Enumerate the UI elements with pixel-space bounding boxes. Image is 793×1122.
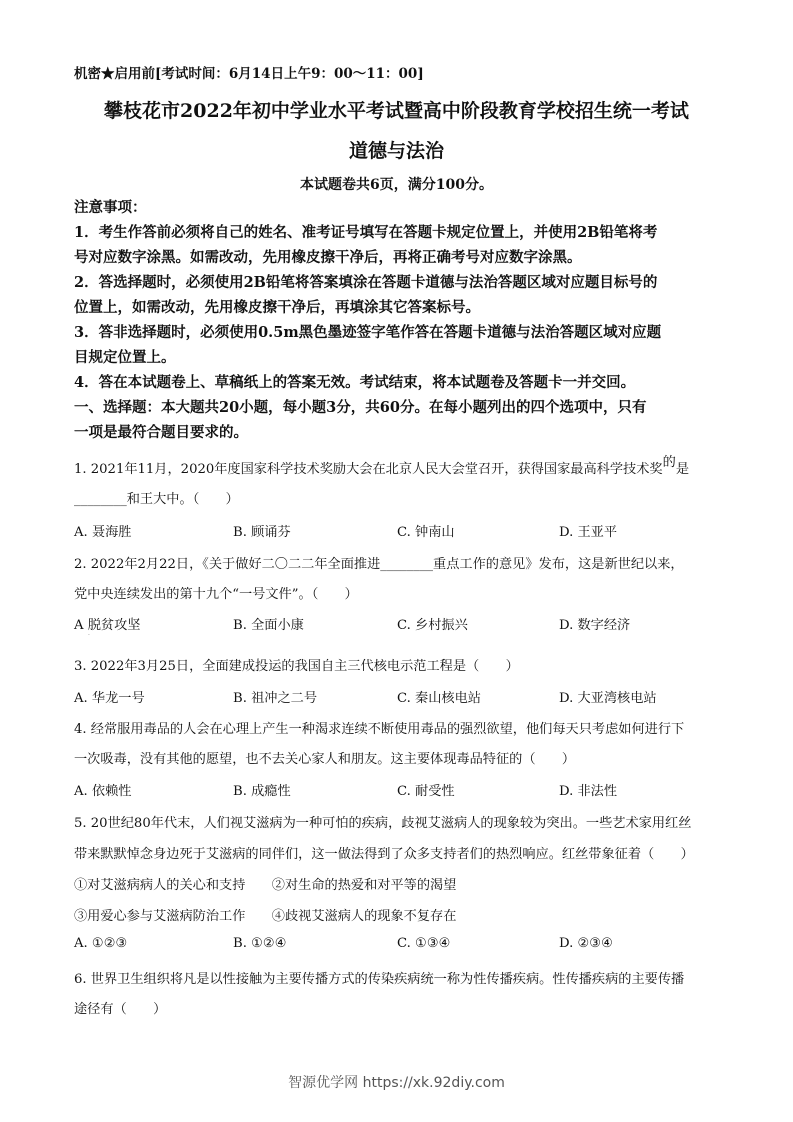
q3-option-c: C. 秦山核电站 xyxy=(397,691,481,706)
question-5-line: 5. 20世纪80年代末，人们视艾滋病为一种可怕的疾病，歧视艾滋病人的现象较为突出。一些艺术家用红丝 xyxy=(74,816,692,831)
q4-option-d: D. 非法性 xyxy=(559,784,618,799)
footer-watermark: 智源优学网 https://xk.92diy.com xyxy=(288,1075,505,1091)
notice-line: 位置上，如需改动，先用橡皮擦干净后，再填涂其它答案标号。 xyxy=(74,299,480,316)
confidential-header: 机密★启用前[考试时间：6月14日上午9：00～11：00] xyxy=(74,66,424,82)
notice-line: 目规定位置上。 xyxy=(74,349,176,366)
q1-option-c: C. 钟南山 xyxy=(397,525,455,540)
q4-option-c: C. 耐受性 xyxy=(397,784,455,799)
q5-option-b: B. ①②④ xyxy=(233,936,287,951)
question-2-line: 2. 2022年2月22日，《关于做好二〇二二年全面推进________重点工作的意见》发布，这是新世纪以来， xyxy=(74,557,684,572)
paper-info: 本试题卷共6页，满分100分。 xyxy=(300,177,493,193)
notice-line: 2．答选择题时，必须使用2B铅笔将答案填涂在答题卡道德与法治答题区域对应题目标号的 xyxy=(74,274,658,291)
question-5-statement: ①对艾滋病病人的关心和支持 ②对生命的热爱和对平等的渴望 xyxy=(74,878,457,893)
q1-option-d: D. 王亚平 xyxy=(559,525,618,540)
question-3-line: 3. 2022年3月25日，全面建成投运的我国自主三代核电示范工程是（ ） xyxy=(74,659,519,674)
q2-option-a: A 脱贫攻坚 xyxy=(74,618,141,633)
q3-option-b: B. 祖冲之二号 xyxy=(233,691,318,706)
section-heading: 一、选择题：本大题共20小题，每小题3分，共60分。在每小题列出的四个选项中，只有 xyxy=(74,399,647,416)
q5-option-c: C. ①③④ xyxy=(397,936,451,951)
q5-option-d: D. ②③④ xyxy=(559,936,613,951)
q1-option-a: A. 聂海胜 xyxy=(74,525,132,540)
notice-heading: 注意事项： xyxy=(74,199,147,216)
q1-option-b: B. 顾诵芬 xyxy=(233,525,291,540)
q4-option-b: B. 成瘾性 xyxy=(233,784,291,799)
section-heading-cont: 一项是最符合题目要求的。 xyxy=(74,424,248,441)
question-text: 1. 2021年11月，2020年度国家科学技术奖励大会在北京人民大会堂召开，获得国家最高科学技术奖 xyxy=(74,462,663,477)
question-6-line: 途径有（ ） xyxy=(74,1002,167,1017)
q4-option-a: A. 依赖性 xyxy=(74,784,132,799)
question-6-line: 6. 世界卫生组织将凡是以性接触为主要传播方式的传染疾病统一称为性传播疾病。性传播疾病的主要传播 xyxy=(74,972,685,987)
notice-line: 3．答非选择题时，必须使用0.5m黑色墨迹签字笔作答在答题卡道德与法治答题区域对应题 xyxy=(74,324,662,341)
q3-option-d: D. 大亚湾核电站 xyxy=(559,691,657,706)
question-5-statement: ③用爱心参与艾滋病防治工作 ④歧视艾滋病人的现象不复存在 xyxy=(74,909,457,924)
notice-line: 1．考生作答前必须将自己的姓名、准考证号填写在答题卡规定位置上，并使用2B铅笔将考 xyxy=(74,224,658,241)
question-text-tail: 是 xyxy=(675,462,689,477)
q2-option-b: B. 全面小康 xyxy=(233,618,304,633)
question-5-line: 带来默默悼念身边死于艾滋病的同伴们，这一做法得到了众多支持者们的热烈响应。红丝带象征着（ ） xyxy=(74,847,694,862)
q3-option-a: A. 华龙一号 xyxy=(74,691,145,706)
subject-title: 道德与法治 xyxy=(348,140,444,162)
question-4-line: 4. 经常服用毒品的人会在心理上产生一种渴求连续不断使用毒品的强烈欲望，他们每天只考虑如何进行下 xyxy=(74,722,685,737)
notice-line: 4．答在本试题卷上、草稿纸上的答案无效。考试结束，将本试题卷及答题卡一并交回。 xyxy=(74,374,636,391)
q2-option-d: D. 数字经济 xyxy=(559,618,631,633)
question-1-line xyxy=(74,455,689,477)
question-superscript: 的 xyxy=(662,455,676,470)
q2-option-c: C. 乡村振兴 xyxy=(397,618,468,633)
notice-line: 号对应数字涂黑。如需改动，先用橡皮擦干净后，再将正确考号对应数字涂黑。 xyxy=(74,249,582,266)
q5-option-a: A. ①②③ xyxy=(74,936,128,951)
question-2-line: 党中央连续发出的第十九个“一号文件”。（ ） xyxy=(74,587,358,602)
question-4-line: 一次吸毒，没有其他的愿望，也不去关心家人和朋友。这主要体现毒品特征的（ ） xyxy=(74,752,576,767)
question-1-line: ________和王大中。（ ） xyxy=(74,492,239,507)
exam-title: 攀枝花市2022年初中学业水平考试暨高中阶段教育学校招生统一考试 xyxy=(104,100,689,122)
stray-mark: · xyxy=(88,632,90,639)
